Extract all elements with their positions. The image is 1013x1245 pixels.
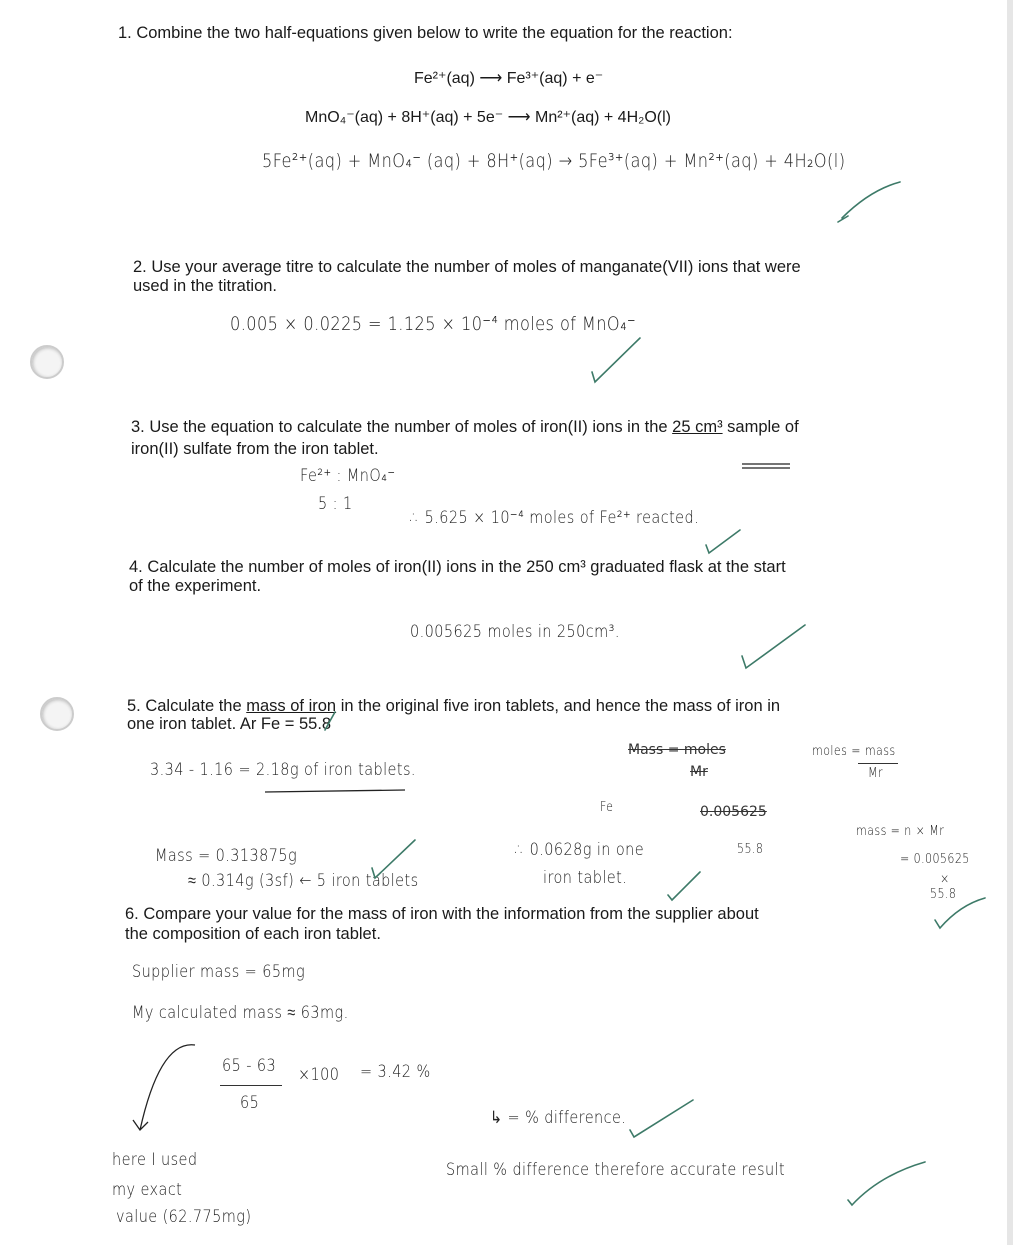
moles-formula: moles = mass bbox=[812, 744, 896, 759]
fraction-denominator: 65 bbox=[240, 1093, 260, 1113]
conclusion: Small % difference therefore accurate result bbox=[446, 1160, 786, 1180]
underline bbox=[742, 464, 790, 468]
mass-formula: mass = n × Mr bbox=[856, 824, 945, 839]
note-line3: value (62.775mg) bbox=[116, 1207, 252, 1227]
supplier-mass: Supplier mass = 65mg bbox=[132, 962, 306, 982]
curved-arrow-icon bbox=[133, 1045, 195, 1130]
check-mark-icon bbox=[706, 530, 740, 553]
q5-underlined: mass of iron bbox=[246, 697, 337, 715]
crossed-out-formula: Mass = moles bbox=[628, 742, 726, 758]
one-tablet-mass-2: iron tablet. bbox=[543, 868, 628, 888]
fe-label: Fe bbox=[600, 800, 614, 815]
times-100: ×100 bbox=[298, 1065, 340, 1085]
question-4-line1: 4. Calculate the number of moles of iron(II) ions in the 250 cm³ graduated flask at the start bbox=[129, 558, 786, 576]
mass-result: Mass = 0.313875g bbox=[155, 846, 298, 866]
check-mark-icon bbox=[325, 712, 335, 730]
question-2-line1: 2. Use your average titre to calculate the number of moles of manganate(VII) ions that were bbox=[133, 258, 801, 276]
check-mark-icon bbox=[592, 338, 640, 382]
denominator: 55.8 bbox=[737, 842, 764, 857]
mr-value: 55.8 bbox=[930, 887, 957, 902]
percent-result: = 3.42 % bbox=[360, 1062, 431, 1082]
q3-underlined: 25 cm³ bbox=[672, 418, 723, 436]
fraction-numerator: 65 - 63 bbox=[222, 1056, 277, 1076]
question-3-line2: iron(II) sulfate from the iron tablet. bbox=[131, 440, 379, 458]
question-5-line2: one iron tablet. Ar Fe = 55.8 bbox=[127, 715, 332, 733]
answer-3: ∴ 5.625 × 10⁻⁴ moles of Fe²⁺ reacted. bbox=[410, 508, 700, 528]
check-mark-icon bbox=[742, 625, 805, 668]
calculated-mass: My calculated mass ≈ 63mg. bbox=[132, 1003, 349, 1023]
ratio-value: 5 : 1 bbox=[318, 494, 353, 514]
note-line2: my exact bbox=[112, 1180, 183, 1200]
answer-1: 5Fe²⁺(aq) + MnO₄⁻ (aq) + 8H⁺(aq) → 5Fe³⁺(aq) + Mn²⁺(aq) + 4H₂O(l) bbox=[262, 150, 846, 172]
q3-text-end: sample of bbox=[722, 418, 799, 436]
note-line1: here I used bbox=[112, 1150, 198, 1170]
half-equation-1: Fe²⁺(aq) ⟶ Fe³⁺(aq) + e⁻ bbox=[414, 70, 604, 87]
crossed-out-value: 0.005625 bbox=[700, 804, 767, 820]
check-mark-icon bbox=[848, 1162, 925, 1205]
check-mark-icon bbox=[838, 182, 900, 222]
mass-value: = 0.005625 bbox=[900, 852, 970, 867]
crossed-out-mr: Mr bbox=[690, 764, 708, 780]
times-sign: × bbox=[940, 872, 950, 887]
check-mark-icon bbox=[668, 872, 700, 900]
answer-2: 0.005 × 0.0225 = 1.125 × 10⁻⁴ moles of MnO₄⁻ bbox=[230, 313, 636, 335]
ratio-label: Fe²⁺ : MnO₄⁻ bbox=[300, 466, 396, 486]
question-6-line2: the composition of each iron tablet. bbox=[125, 925, 381, 943]
mass-approx: ≈ 0.314g (3sf) ← 5 iron tablets bbox=[188, 871, 419, 891]
q5-text: 5. Calculate the bbox=[127, 697, 247, 715]
question-6-line1: 6. Compare your value for the mass of iron with the information from the supplier about bbox=[125, 905, 759, 923]
half-equation-2: MnO₄⁻(aq) + 8H⁺(aq) + 5e⁻ ⟶ Mn²⁺(aq) + 4H₂O(l) bbox=[305, 109, 671, 126]
question-1: 1. Combine the two half-equations given below to write the equation for the reaction: bbox=[118, 24, 733, 42]
check-mark-icon bbox=[630, 1100, 693, 1137]
answer-4: 0.005625 moles in 250cm³. bbox=[410, 622, 620, 642]
question-2-line2: used in the titration. bbox=[133, 277, 278, 295]
q5-text-end: in the original five iron tablets, and hence the mass of iron in bbox=[336, 697, 781, 715]
one-tablet-mass: ∴ 0.0628g in one bbox=[515, 840, 645, 860]
moles-formula-mr: Mr bbox=[868, 766, 883, 781]
question-4-line2: of the experiment. bbox=[129, 577, 262, 595]
underline bbox=[265, 790, 405, 792]
tablets-mass: 3.34 - 1.16 = 2.18g of iron tablets. bbox=[150, 760, 416, 780]
percent-difference-label: ↳ = % difference. bbox=[490, 1108, 627, 1128]
check-mark-icon bbox=[935, 898, 985, 928]
q3-text: 3. Use the equation to calculate the number of moles of iron(II) ions in the bbox=[131, 418, 673, 436]
check-mark-icon bbox=[372, 840, 415, 878]
